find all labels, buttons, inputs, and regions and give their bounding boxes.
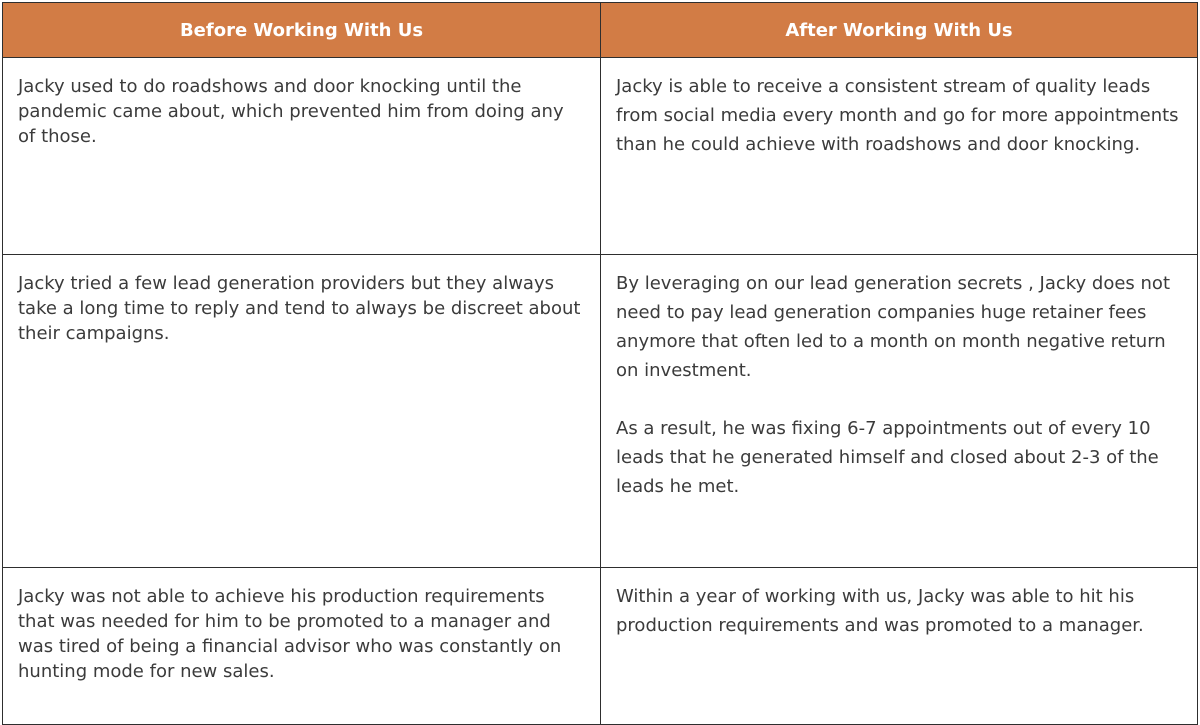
before-column-header: Before Working With Us	[3, 3, 601, 58]
before-text: Jacky tried a few lead generation providers but they always take a long time to reply and tend to always be discreet about their campaigns.	[18, 273, 581, 344]
after-column-header: After Working With Us	[601, 3, 1198, 58]
table-row	[3, 568, 1198, 725]
after-text: By leveraging on our lead generation secrets , Jacky does not need to pay lead generation companies huge retainer fees anymore that often led to a month on month negative return on investment.	[616, 273, 1171, 381]
comparison-table	[2, 2, 1198, 725]
before-text: Jacky was not able to achieve his production requirements that was needed for him to be promoted to a manager and was tired of being a financial advisor who was constantly on hunting mode for new sales.	[18, 586, 562, 682]
before-text: Jacky used to do roadshows and door knocking until the pandemic came about, which prevented him from doing any of those.	[18, 76, 564, 147]
after-cell	[601, 58, 1198, 255]
table-row	[3, 58, 1198, 255]
table-row	[3, 255, 1198, 568]
after-text: As a result, he was fixing 6-7 appointments out of every 10 leads that he generated himself and closed about 2-3 of the leads he met.	[616, 418, 1159, 497]
after-cell	[601, 255, 1198, 568]
table-header	[3, 3, 1198, 58]
before-cell	[3, 58, 601, 255]
header-row	[3, 3, 1198, 58]
table-body	[3, 58, 1198, 725]
after-text: Jacky is able to receive a consistent stream of quality leads from social media every month and go for more appointments than he could achieve with roadshows and door knocking.	[616, 76, 1179, 155]
after-cell	[601, 568, 1198, 725]
before-cell	[3, 568, 601, 725]
after-text: Within a year of working with us, Jacky was able to hit his production requirements and was promoted to a manager.	[616, 586, 1144, 636]
before-cell	[3, 255, 601, 568]
